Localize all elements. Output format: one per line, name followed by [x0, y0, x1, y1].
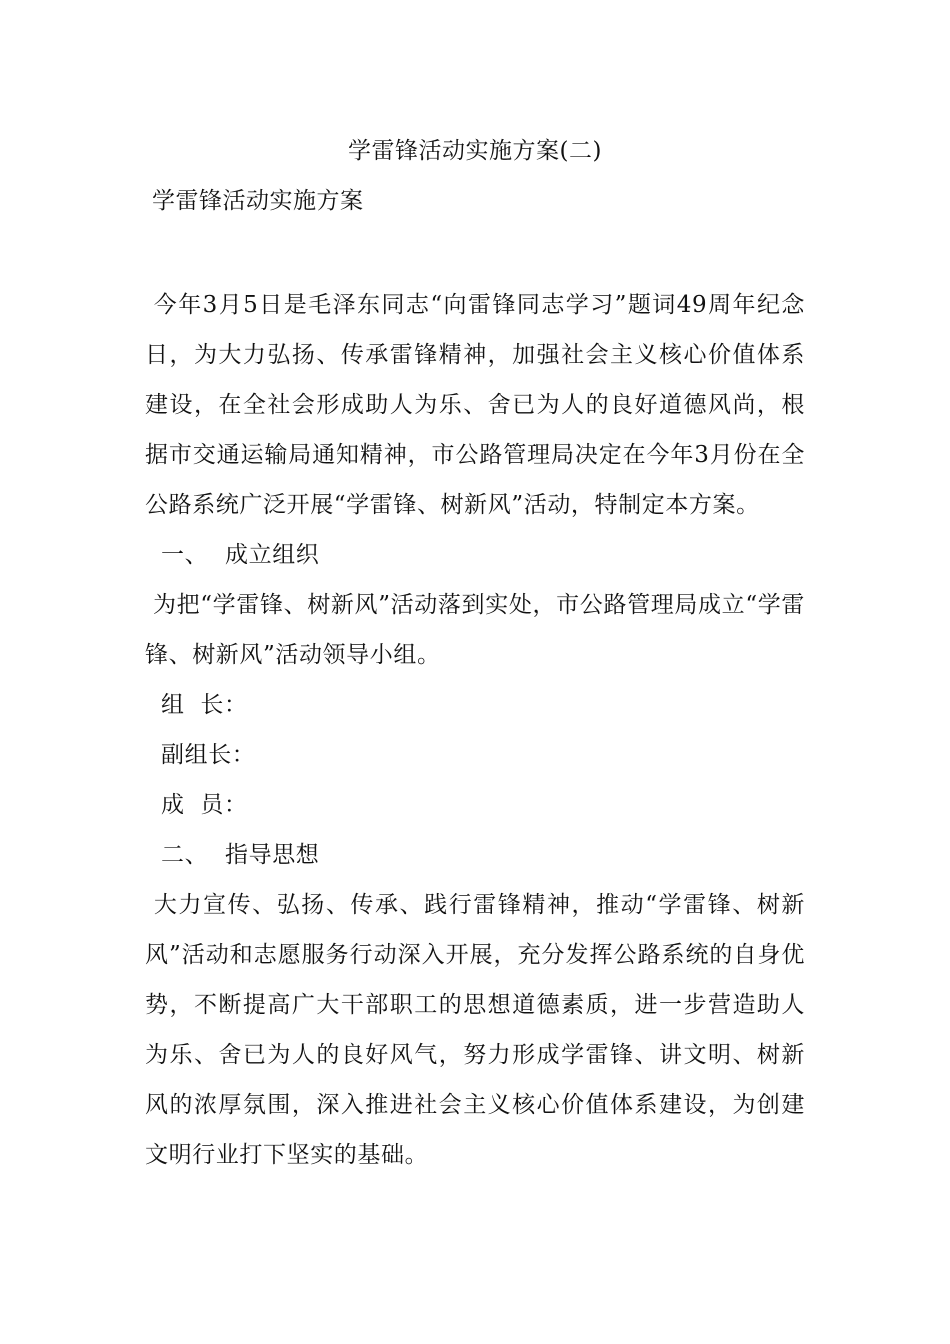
section-1-paragraph: 为把“学雷锋、树新风”活动落到实处，市公路管理局成立“学雷锋、树新风”活动领导小组。	[145, 592, 805, 668]
section-2-heading	[145, 830, 805, 880]
section-1-title: 成立组织	[225, 542, 320, 568]
section-2-title: 指导思想	[225, 842, 320, 868]
member-members: 成 员：	[161, 792, 248, 818]
member-deputy-leader: 副组长：	[161, 742, 256, 768]
section-2-number: 二、	[161, 842, 209, 868]
document-body	[145, 280, 805, 1180]
section-2-paragraph: 大力宣传、弘扬、传承、践行雷锋精神，推动“学雷锋、树新风”活动和志愿服务行动深入开展，充分发挥公路系统的自身优势，不断提高广大干部职工的思想道德素质，进一步营造助人为乐、舍已为人的良好风气，努力形成学雷锋、讲文明、树新风的浓厚氛围，深入推进社会主义核心价值体系建设，为创建文明行业打下坚实的基础。	[145, 892, 805, 1168]
section-1-heading	[145, 530, 805, 580]
section-1-number: 一、	[161, 542, 209, 568]
document-subtitle: 学雷锋活动实施方案	[152, 188, 364, 214]
member-leader: 组 长：	[161, 692, 248, 718]
intro-paragraph: 今年3月5日是毛泽东同志“向雷锋同志学习”题词49周年纪念日，为大力弘扬、传承雷锋精神，加强社会主义核心价值体系建设，在全社会形成助人为乐、舍已为人的良好道德风尚，根据市交通运输局通知精神，市公路管理局决定在今年3月份在全公路系统广泛开展“学雷锋、树新风”活动，特制定本方案。	[145, 292, 805, 518]
document-title: 学雷锋活动实施方案(二)	[348, 138, 602, 164]
